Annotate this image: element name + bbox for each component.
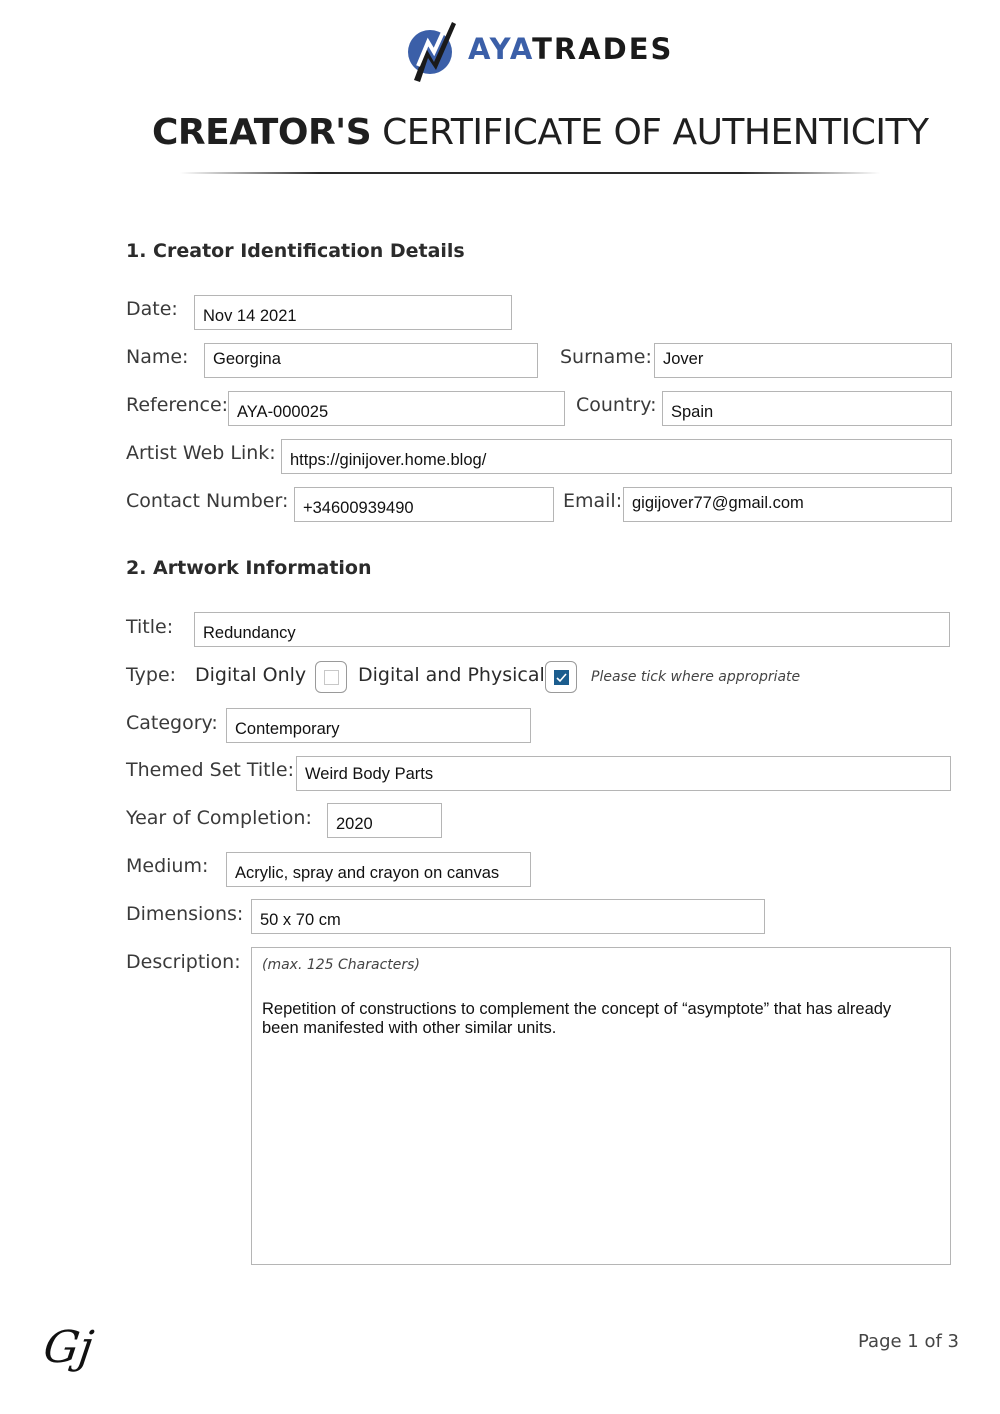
year-field[interactable]	[327, 803, 442, 838]
dimensions-label: Dimensions:	[126, 903, 244, 925]
surname-label: Surname:	[560, 346, 652, 368]
category-label: Category:	[126, 712, 218, 734]
brand-name	[468, 32, 673, 66]
name-field[interactable]	[204, 343, 538, 378]
description-label: Description:	[126, 951, 241, 973]
category-value: Contemporary	[235, 720, 340, 738]
title-bold: CREATOR'S	[152, 112, 372, 153]
checkmark-icon	[555, 671, 568, 684]
email-label: Email:	[563, 490, 623, 512]
title-field[interactable]	[194, 612, 950, 647]
medium-field[interactable]	[226, 852, 531, 887]
reference-field[interactable]	[228, 391, 565, 426]
section-heading-artwork: 2. Artwork Information	[126, 557, 372, 579]
brand-part-2: TRADES	[532, 32, 674, 66]
type-option-digital-only: Digital Only	[195, 664, 307, 686]
themed-set-value: Weird Body Parts	[305, 765, 434, 783]
type-option-digital-physical: Digital and Physical	[358, 664, 545, 686]
themed-set-label: Themed Set Title:	[126, 759, 294, 781]
reference-label: Reference:	[126, 394, 229, 416]
surname-value: Jover	[663, 350, 704, 368]
title-value: Redundancy	[203, 624, 296, 642]
contact-field[interactable]	[294, 487, 554, 522]
medium-label: Medium:	[126, 855, 209, 877]
contact-label: Contact Number:	[126, 490, 289, 512]
email-field[interactable]	[623, 487, 952, 522]
section-heading-creator: 1. Creator Identification Details	[126, 240, 465, 262]
medium-value: Acrylic, spray and crayon on canvas	[235, 864, 500, 882]
title-rest: CERTIFICATE OF AUTHENTICITY	[382, 112, 929, 153]
country-value: Spain	[671, 403, 714, 421]
description-hint: (max. 125 Characters)	[262, 957, 420, 973]
type-label: Type:	[126, 664, 177, 686]
weblink-label: Artist Web Link:	[126, 442, 276, 464]
country-label: Country:	[576, 394, 657, 416]
contact-value: +34600939490	[303, 499, 414, 517]
date-label: Date:	[126, 298, 178, 320]
country-field[interactable]	[662, 391, 952, 426]
description-field[interactable]	[251, 947, 951, 1265]
ayatrades-logo-icon	[404, 18, 460, 84]
brand-part-1: AYA	[468, 32, 533, 66]
weblink-field[interactable]	[281, 439, 952, 474]
date-field[interactable]	[194, 295, 512, 330]
digital-only-checkbox[interactable]	[315, 661, 347, 693]
year-value: 2020	[336, 815, 373, 833]
reference-value: AYA-000025	[237, 403, 329, 421]
type-hint: Please tick where appropriate	[591, 669, 801, 685]
name-label: Name:	[126, 346, 189, 368]
description-value: Repetition of constructions to complement the concept of “asymptote” that has already been manifested with other similar units.	[262, 1000, 892, 1037]
surname-field[interactable]	[654, 343, 952, 378]
name-value: Georgina	[213, 350, 281, 368]
title-divider	[180, 172, 880, 174]
email-value: gigijover77@gmail.com	[632, 494, 804, 512]
category-field[interactable]	[226, 708, 531, 743]
dimensions-value: 50 x 70 cm	[260, 911, 341, 929]
signature: Gj	[40, 1322, 97, 1373]
dimensions-field[interactable]	[251, 899, 765, 934]
page-title	[152, 112, 932, 153]
themed-set-field[interactable]	[296, 756, 951, 791]
date-value: Nov 14 2021	[203, 307, 297, 325]
digital-physical-checkbox[interactable]	[545, 661, 577, 693]
weblink-value: https://ginijover.home.blog/	[290, 451, 487, 469]
page-number: Page 1 of 3	[858, 1331, 959, 1352]
year-label: Year of Completion:	[126, 807, 312, 829]
title-label: Title:	[126, 616, 174, 638]
